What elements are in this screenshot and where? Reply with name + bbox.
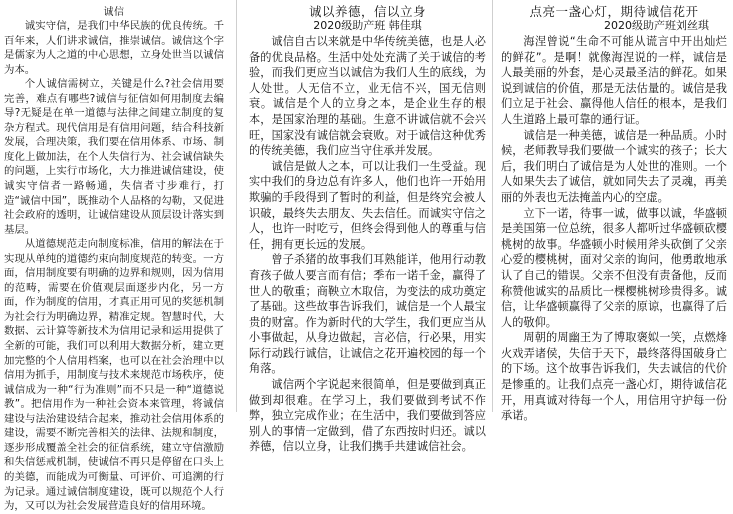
document-page-left xyxy=(0,0,232,513)
article-title: 诚以养德，信以立身 xyxy=(308,4,426,19)
article-title: 诚信 xyxy=(103,7,125,18)
article-paragraph: 诚信两个字说起来很简单，但是要做到真正做到却很难。在学习上，我们要做到考试不作弊，独立完成作业；在生活中，我们要做到答应别人的事情一定做到，借了东西按时归还。诚以养德，信以立身，让我们携手共建诚信社会。 xyxy=(249,378,486,454)
page-divider xyxy=(236,0,237,412)
article-paragraph: 诚信是一种美德，诚信是一种品质。小时候，老师教导我们要做一个诚实的孩子；长大后，我们明白了诚信是为人处世的准则。一个人如果失去了诚信，就如同失去了灵魂，再美丽的外表也无法掩盖内心的空虚。 xyxy=(501,128,727,204)
page-divider xyxy=(492,0,493,412)
article-paragraph: 立下一诺，待事一诚，做事以诚，华盛顿是美国第一位总统，很多人都听过华盛顿砍樱桃树的故事。华盛顿小时候用斧头砍倒了父亲心爱的樱桃树，面对父亲的询问，他勇敢地承认了自己的错误。父亲不但没有责备他，反而称赞他诚实的品质比一棵樱桃树珍贵得多。诚信，让华盛顿赢得了父亲的原谅，也赢得了后人的敬仰。 xyxy=(501,206,727,329)
article-byline: 2020级助产班刘丝琪 xyxy=(604,19,709,32)
article-paragraph: 个人诚信需树立，关键是什么?社会信用要完善，难点有哪些?诚信与征信如何用制度去编导?无疑是在单一道德与法律之间建立制度的复杂方程式。现代信用是有信用问题，结合科技新发展，合理决策，我们要在信用体系、市场、制度化上做加法，在个人失信行为、社会诚信缺失的问题，上实行市场化，大力推进诚信建设，使诚实守信者一路畅通，失信者寸步难行，打造“诚信中国”，既推动个人品格的勾勒，又促进社会政府的透明，让诚信建设从顶层设计落实到基层。 xyxy=(4,78,224,236)
article-title: 点亮一盏心灯，期待诚信花开 xyxy=(529,4,699,19)
article-paragraph: 从道德规范走向制度标准，信用的解法在于实现从单纯的道德约束向制度规范的转变。一方面，信用制度要有明确的边界和规则，因为信用的范畴，需要在价值观层面逐步内化，另一方面，作为制度的信用，才真正用可见的奖惩机制为社会行为明确边界，精准定规。智慧时代，大数据、云计算等新技术为信用记录和运用提供了全新的可能，我们可以利用大数据分析，建立更加完整的个人信用档案，也可以在社会治理中以信用为抓手，用制度与技术来规范市场秩序，使诚信成为一种“行为准则”而不只是一种“道德说教”。把信用作为一种社会资本来管理，将诚信建设与法治建设结合起来，推动社会信用体系的建设，需要不断完善相关的法律、法规和制度，逐步形成覆盖全社会的征信系统，建立守信激励和失信惩戒机制，使诚信不再只是停留在口头上的美德，而能成为可衡量、可评价、可追溯的行为记录。通过诚信制度建设，既可以规范个人行为，又可以为社会发展营造良好的信用环境。 xyxy=(4,238,224,513)
article-paragraph: 诚实守信，是我们中华民族的优良传统。千百年来，人们讲求诚信，推崇诚信。诚信这个字是儒家为人之道的中心思想，立身处世当以诚信为本。 xyxy=(4,20,224,76)
article-paragraph: 海涅曾说“生命不可能从谎言中开出灿烂的鲜花”。是啊！就像海涅说的一样，诚信是人最美丽的外套，是心灵最圣洁的鲜花。如果说到诚信的价值，那是无法估量的。诚信是我们立足于社会、赢得他人信任的根本，是我们人生道路上最可靠的通行证。 xyxy=(501,35,727,126)
article-paragraph: 诚信自古以来就是中华传统美德，也是人必备的优良品格。生活中处处充满了关于诚信的考验，而我们更应当以诚信为我们人生的底线，为人处世。人无信不立，业无信不兴，国无信则衰。诚信是个人的立身之本，是企业生存的根本，是国家治理的基础。生意不讲诚信就不会兴旺，国家没有诚信就会衰败。对于诚信这种优秀的传统美德，我们应当守住承并发展。 xyxy=(249,35,486,158)
article-paragraph: 曾子杀猪的故事我们耳熟能详，他用行动教育孩子做人要言而有信；季布一诺千金，赢得了世人的敬重；商鞅立木取信，为变法的成功奠定了基础。这些故事告诉我们，诚信是一个人最宝贵的财富。作为新时代的大学生，我们更应当从小事做起，从身边做起，言必信，行必果，用实际行动践行诚信，让诚信之花开遍校园的每一个角落。 xyxy=(249,253,486,376)
document-page-right xyxy=(495,0,733,423)
article-byline: 2020级助产班 韩佳琪 xyxy=(313,19,422,32)
article-paragraph: 诚信是做人之本，可以让我们一生受益。现实中我们的身边总有许多人，他们也许一开始用欺骗的手段得到了暂时的利益，但是终究会被人识破，最终失去朋友、失去信任。而诚实守信之人，也许一时吃亏，但终会得到他人的尊重与信任，拥有更长远的发展。 xyxy=(249,159,486,251)
document-page-middle xyxy=(241,0,490,454)
article-paragraph: 周朝的周幽王为了博取褒姒一笑，点燃烽火戏弄诸侯，失信于天下，最终落得国破身亡的下场。这个故事告诉我们，失去诚信的代价是惨重的。让我们点亮一盏心灯，期待诚信花开，用真诚对待每一个人，用信用守护每一份承诺。 xyxy=(501,331,727,423)
